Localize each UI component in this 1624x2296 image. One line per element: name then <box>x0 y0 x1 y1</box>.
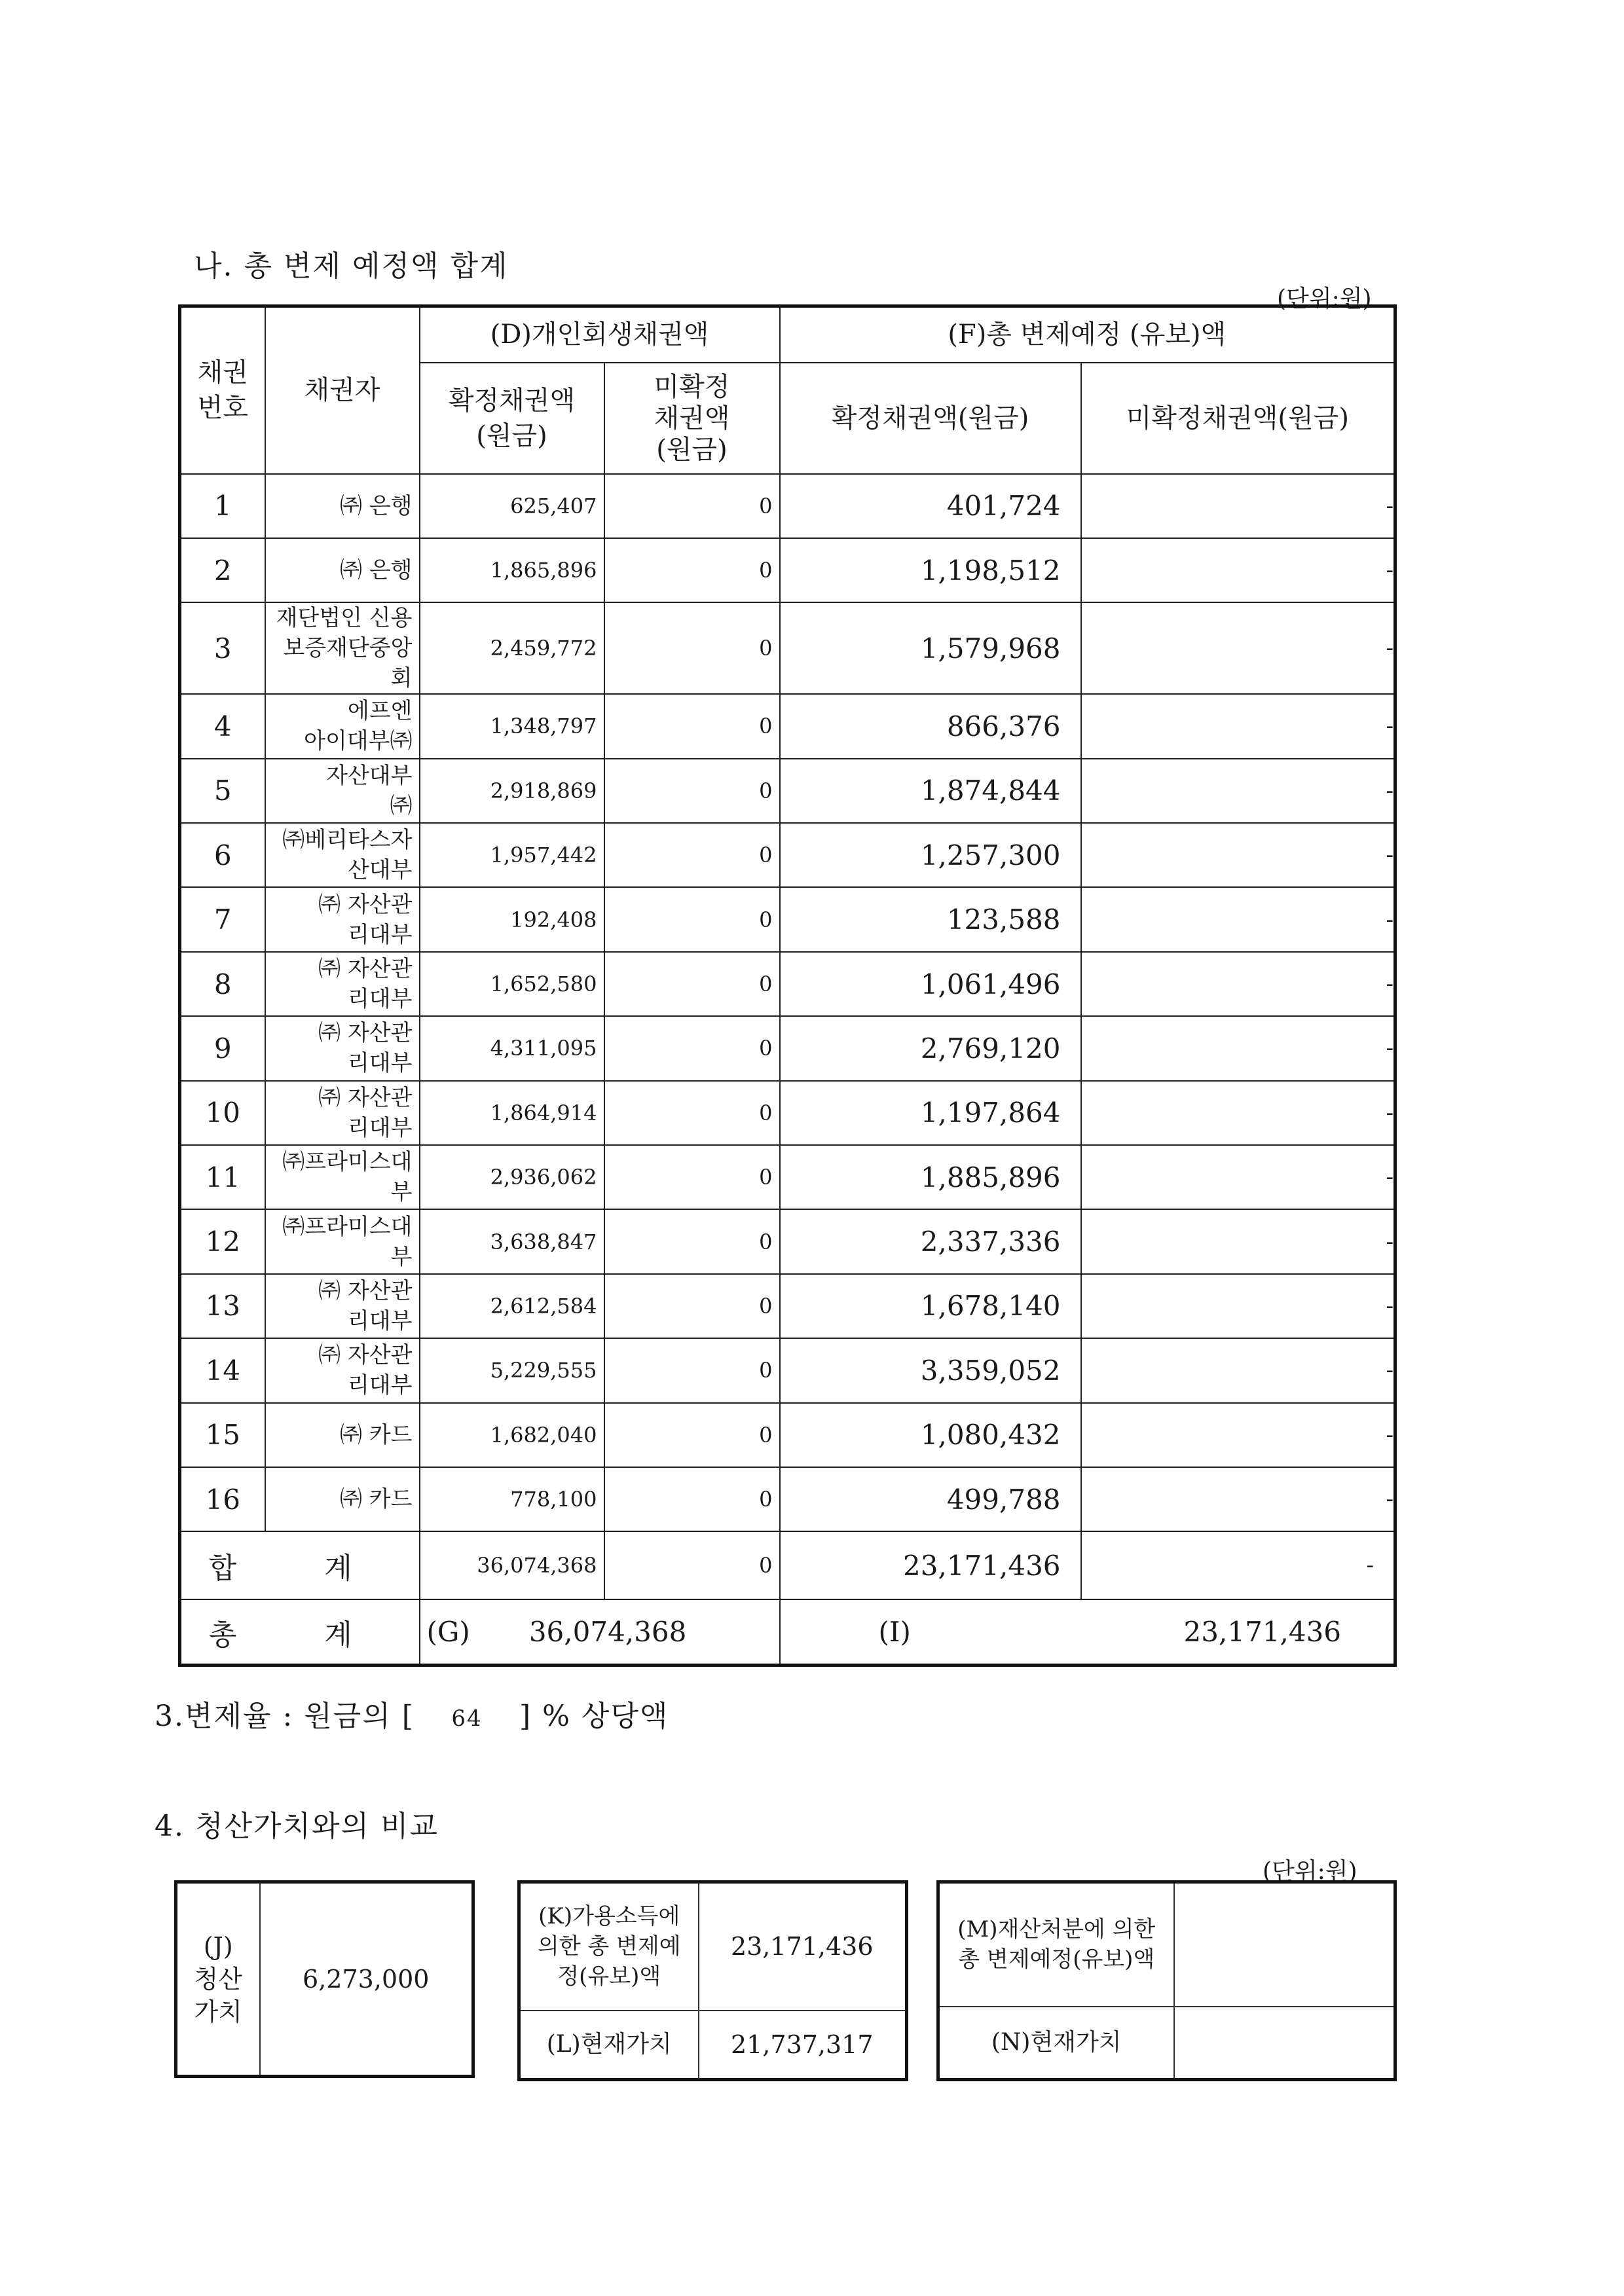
table-row <box>180 694 1395 758</box>
f-confirmed-amount: 3,359,052 <box>780 1338 1081 1402</box>
section-4-unit: (단위:원) <box>1263 1858 1357 1885</box>
m-value <box>1174 1882 1395 2007</box>
d-unconfirmed-amount: 0 <box>604 474 780 538</box>
d-confirmed-amount: 2,918,869 <box>420 759 604 823</box>
f-unconfirmed-amount: - <box>1081 694 1395 758</box>
d-unconfirmed-amount: 0 <box>604 823 780 887</box>
f-unconfirmed-amount: - <box>1081 1081 1395 1145</box>
creditor-name: ㈜ 자산관 리대부 <box>265 1338 420 1402</box>
creditor-no: 1 <box>180 474 265 538</box>
j-value: 6,273,000 <box>260 1882 473 2077</box>
d-unconfirmed-amount: 0 <box>604 1338 780 1402</box>
grand-total-i <box>780 1599 1395 1665</box>
available-income-box <box>517 1880 908 2081</box>
f-confirmed-amount: 2,337,336 <box>780 1209 1081 1273</box>
creditor-name: 에프엔 아이대부㈜ <box>265 694 420 758</box>
grand-total-row <box>180 1599 1395 1665</box>
f-confirmed-amount: 123,588 <box>780 887 1081 951</box>
table-row <box>180 1338 1395 1402</box>
n-label: (N)현재가치 <box>938 2007 1174 2080</box>
d-unconfirmed-amount: 0 <box>604 1081 780 1145</box>
repayment-table <box>178 304 1397 1667</box>
d-confirmed-amount: 1,957,442 <box>420 823 604 887</box>
d-unconfirmed-amount: 0 <box>604 759 780 823</box>
grand-total-label: 총 계 <box>180 1599 420 1665</box>
d-unconfirmed-amount: 0 <box>604 538 780 602</box>
f-confirmed-amount: 1,080,432 <box>780 1403 1081 1467</box>
f-confirmed-amount: 401,724 <box>780 474 1081 538</box>
creditor-name: ㈜ 자산관 리대부 <box>265 1016 420 1080</box>
j-label: (J) 청산 가치 <box>176 1882 260 2077</box>
d-confirmed-amount: 2,459,772 <box>420 602 604 694</box>
f-unconfirmed-amount: - <box>1081 1016 1395 1080</box>
f-confirmed-amount: 2,769,120 <box>780 1016 1081 1080</box>
subtotal-d-confirmed: 36,074,368 <box>420 1531 604 1599</box>
creditor-name: ㈜ 자산관 리대부 <box>265 887 420 951</box>
d-unconfirmed-amount: 0 <box>604 1467 780 1531</box>
f-confirmed-amount: 866,376 <box>780 694 1081 758</box>
creditor-no: 16 <box>180 1467 265 1531</box>
f-unconfirmed-amount: - <box>1081 1403 1395 1467</box>
f-unconfirmed-amount: - <box>1081 538 1395 602</box>
repayment-rate <box>155 1692 669 1734</box>
d-confirmed-amount: 2,612,584 <box>420 1274 604 1338</box>
creditor-no: 4 <box>180 694 265 758</box>
table-row <box>180 1145 1395 1209</box>
creditor-name: ㈜프라미스대 부 <box>265 1145 420 1209</box>
f-unconfirmed-amount: - <box>1081 1209 1395 1273</box>
subtotal-f-confirmed: 23,171,436 <box>780 1531 1081 1599</box>
header-group-d: (D)개인회생채권액 <box>420 306 780 363</box>
f-unconfirmed-amount: - <box>1081 952 1395 1016</box>
d-unconfirmed-amount: 0 <box>604 887 780 951</box>
table-row <box>180 1081 1395 1145</box>
header-d-unconfirmed: 미확정 채권액 (원금) <box>604 363 780 474</box>
header-creditor-no: 채권 번호 <box>180 306 265 474</box>
creditor-no: 2 <box>180 538 265 602</box>
creditor-no: 14 <box>180 1338 265 1402</box>
f-unconfirmed-amount: - <box>1081 1338 1395 1402</box>
f-confirmed-amount: 1,198,512 <box>780 538 1081 602</box>
d-unconfirmed-amount: 0 <box>604 1209 780 1273</box>
d-unconfirmed-amount: 0 <box>604 1016 780 1080</box>
k-value: 23,171,436 <box>699 1882 907 2011</box>
subtotal-row <box>180 1531 1395 1599</box>
d-confirmed-amount: 625,407 <box>420 474 604 538</box>
table-row <box>180 1209 1395 1273</box>
d-confirmed-amount: 192,408 <box>420 887 604 951</box>
f-unconfirmed-amount: - <box>1081 1467 1395 1531</box>
d-unconfirmed-amount: 0 <box>604 952 780 1016</box>
m-label: (M)재산처분에 의한 총 변제예정(유보)액 <box>938 1882 1174 2007</box>
d-confirmed-amount: 1,864,914 <box>420 1081 604 1145</box>
creditor-no: 12 <box>180 1209 265 1273</box>
creditor-name: ㈜베리타스자 산대부 <box>265 823 420 887</box>
d-confirmed-amount: 2,936,062 <box>420 1145 604 1209</box>
d-confirmed-amount: 3,638,847 <box>420 1209 604 1273</box>
grand-total-g-label: (G) <box>426 1616 470 1649</box>
unit-label: (단위:원) <box>1277 285 1372 312</box>
section-4-title: 4. 청산가치와의 비교 <box>155 1810 439 1843</box>
creditor-no: 3 <box>180 602 265 694</box>
creditor-no: 11 <box>180 1145 265 1209</box>
table-row <box>180 823 1395 887</box>
d-unconfirmed-amount: 0 <box>604 1274 780 1338</box>
f-unconfirmed-amount: - <box>1081 887 1395 951</box>
header-f-unconfirmed: 미확정채권액(원금) <box>1081 363 1395 474</box>
rate-prefix: 3.변제율 : 원금의 [ <box>155 1700 415 1733</box>
d-unconfirmed-amount: 0 <box>604 1403 780 1467</box>
k-label: (K)가용소득에 의한 총 변제예 정(유보)액 <box>519 1882 699 2011</box>
creditor-name: 재단법인 신용 보증재단중앙회 <box>265 602 420 694</box>
creditor-name: 자산대부 ㈜ <box>265 759 420 823</box>
creditor-no: 8 <box>180 952 265 1016</box>
n-value <box>1174 2007 1395 2080</box>
creditor-no: 10 <box>180 1081 265 1145</box>
d-confirmed-amount: 1,348,797 <box>420 694 604 758</box>
d-unconfirmed-amount: 0 <box>604 1145 780 1209</box>
table-row <box>180 1274 1395 1338</box>
grand-total-g <box>420 1599 780 1665</box>
table-row <box>180 1403 1395 1467</box>
creditor-no: 7 <box>180 887 265 951</box>
d-confirmed-amount: 4,311,095 <box>420 1016 604 1080</box>
f-confirmed-amount: 1,061,496 <box>780 952 1081 1016</box>
rate-value: 64 <box>451 1705 483 1732</box>
creditor-no: 5 <box>180 759 265 823</box>
table-row <box>180 474 1395 538</box>
f-confirmed-amount: 1,197,864 <box>780 1081 1081 1145</box>
f-unconfirmed-amount: - <box>1081 823 1395 887</box>
f-unconfirmed-amount: - <box>1081 759 1395 823</box>
creditor-no: 6 <box>180 823 265 887</box>
liquidation-value-box <box>174 1880 475 2078</box>
header-d-confirmed: 확정채권액 (원금) <box>420 363 604 474</box>
d-confirmed-amount: 1,682,040 <box>420 1403 604 1467</box>
d-unconfirmed-amount: 0 <box>604 602 780 694</box>
subtotal-d-unconfirmed: 0 <box>604 1531 780 1599</box>
creditor-name: ㈜ 은행 <box>265 538 420 602</box>
subtotal-f-unconfirmed: - <box>1081 1531 1395 1599</box>
d-confirmed-amount: 1,652,580 <box>420 952 604 1016</box>
l-value: 21,737,317 <box>699 2011 907 2080</box>
d-confirmed-amount: 778,100 <box>420 1467 604 1531</box>
creditor-name: ㈜ 카드 <box>265 1403 420 1467</box>
creditor-name: ㈜ 자산관 리대부 <box>265 1274 420 1338</box>
header-creditor: 채권자 <box>265 306 420 474</box>
table-row <box>180 538 1395 602</box>
grand-total-i-value: 23,171,436 <box>1183 1616 1342 1649</box>
d-unconfirmed-amount: 0 <box>604 694 780 758</box>
table-row <box>180 1467 1395 1531</box>
d-confirmed-amount: 5,229,555 <box>420 1338 604 1402</box>
subtotal-label: 합 계 <box>180 1531 420 1599</box>
f-unconfirmed-amount: - <box>1081 602 1395 694</box>
creditor-name: ㈜ 자산관 리대부 <box>265 1081 420 1145</box>
table-row <box>180 602 1395 694</box>
l-label: (L)현재가치 <box>519 2011 699 2080</box>
header-f-confirmed: 확정채권액(원금) <box>780 363 1081 474</box>
table-row <box>180 887 1395 951</box>
f-confirmed-amount: 1,874,844 <box>780 759 1081 823</box>
f-unconfirmed-amount: - <box>1081 1145 1395 1209</box>
creditor-no: 15 <box>180 1403 265 1467</box>
f-confirmed-amount: 499,788 <box>780 1467 1081 1531</box>
f-confirmed-amount: 1,257,300 <box>780 823 1081 887</box>
section-b-title: 나. 총 변제 예정액 합계 <box>194 249 509 283</box>
grand-total-i-label: (I) <box>878 1616 911 1649</box>
asset-disposal-box <box>936 1880 1397 2081</box>
d-confirmed-amount: 1,865,896 <box>420 538 604 602</box>
table-row <box>180 952 1395 1016</box>
creditor-no: 9 <box>180 1016 265 1080</box>
creditor-name: ㈜ 은행 <box>265 474 420 538</box>
creditor-no: 13 <box>180 1274 265 1338</box>
creditor-name: ㈜프라미스대 부 <box>265 1209 420 1273</box>
f-unconfirmed-amount: - <box>1081 474 1395 538</box>
f-confirmed-amount: 1,885,896 <box>780 1145 1081 1209</box>
creditor-name: ㈜ 카드 <box>265 1467 420 1531</box>
f-unconfirmed-amount: - <box>1081 1274 1395 1338</box>
f-confirmed-amount: 1,579,968 <box>780 602 1081 694</box>
table-row <box>180 759 1395 823</box>
grand-total-g-value: 36,074,368 <box>528 1616 687 1649</box>
header-group-f: (F)총 변제예정 (유보)액 <box>780 306 1395 363</box>
rate-suffix: ] % 상당액 <box>519 1700 669 1733</box>
table-row <box>180 1016 1395 1080</box>
creditor-name: ㈜ 자산관 리대부 <box>265 952 420 1016</box>
f-confirmed-amount: 1,678,140 <box>780 1274 1081 1338</box>
